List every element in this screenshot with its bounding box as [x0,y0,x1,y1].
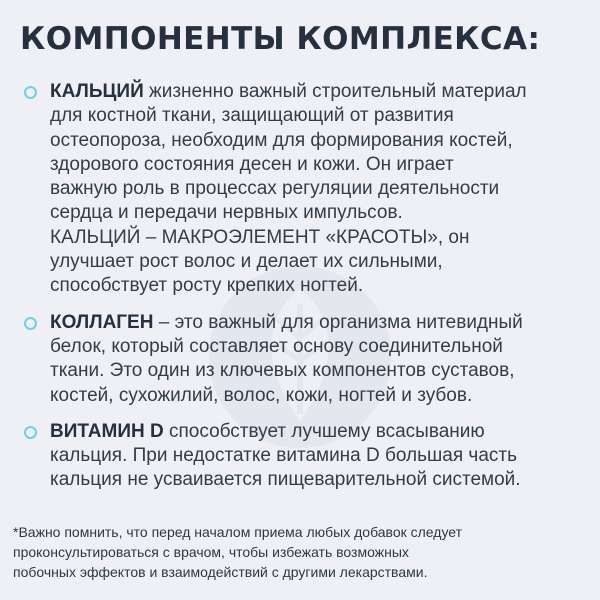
item-text-line: остеопороза, необходим для формирования костей, [50,129,513,151]
ring-bullet-icon [24,317,37,330]
item-first-line [50,80,594,104]
item-text-line: белок, который составляет основу соединительной [50,335,503,357]
item-term: ВИТАМИН D [50,420,164,442]
components-list [24,80,594,505]
item-first-line [50,420,594,444]
footnote-line: проконсультироваться с врачом, чтобы избежать возможных [13,544,409,560]
item-text-line: ткани. Это один из ключевых компонентов суставов, [50,360,515,382]
item-text-line: кальция. При недостатке витамина D большая часть [50,445,517,467]
item-text-line: здорового состояния десен и кожи. Он играет [50,153,454,175]
list-item-collagen [24,311,594,408]
item-text-line: – это важный для организма нитевидный [153,311,523,333]
item-text-line: сердца и передачи нервных импульсов. [50,202,403,224]
item-term: КОЛЛАГЕН [50,311,154,333]
item-text-line: жизненно важный строительный материал [143,81,527,102]
item-text-line: для костной ткани, защищающий от развития [50,105,454,127]
list-item-vitamin-d [24,420,594,493]
disclaimer-footnote [13,522,593,582]
item-text-line: улучшает рост волос и делает их сильными, [50,251,443,273]
ring-bullet-icon [24,86,37,99]
item-first-line [50,311,594,335]
ring-bullet-icon [24,426,37,439]
item-text-line: КАЛЬЦИЙ – МАКРОЭЛЕМЕНТ «КРАСОТЫ», он [50,226,470,248]
list-item-calcium [24,80,594,299]
footnote-line: побочных эффектов и взаимодействий с другими лекарствами. [13,564,428,580]
page-title: КОМПОНЕНТЫ КОМПЛЕКСА: [20,21,541,57]
item-text-line: костей, сухожилий, волос, кожи, ногтей и зубов. [50,384,473,406]
item-text-line: способствует лучшему всасыванию [163,420,485,442]
item-term: КАЛЬЦИЙ [50,81,144,102]
item-text-line: способствует росту крепких ногтей. [50,275,364,297]
item-text-line: кальция не усваивается пищеварительной системой. [50,469,521,491]
item-text-line: важную роль в процессах регуляции деятельности [50,178,500,200]
footnote-line: *Важно помнить, что перед началом приема любых добавок следует [13,524,463,540]
